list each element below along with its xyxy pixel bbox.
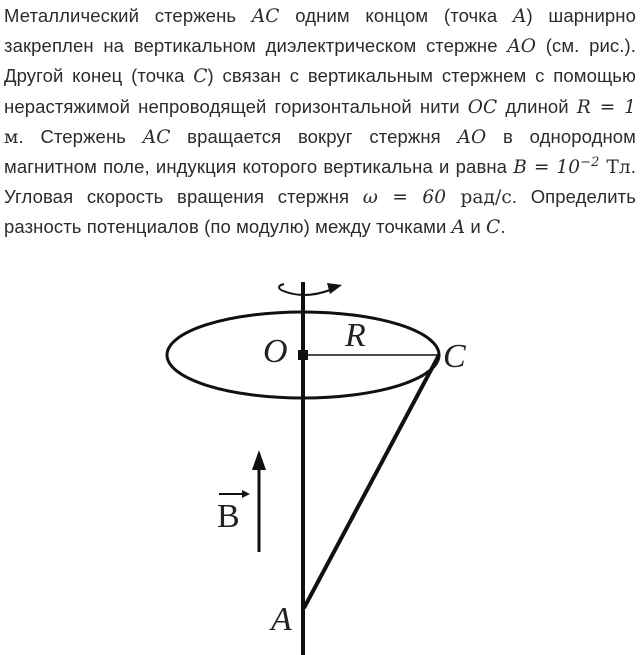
rotation-arrow-tail [279, 284, 284, 290]
text-segment: в однородном магнитном поле, индукция которого вертикальна и равна [4, 125, 636, 178]
label-o: O [263, 333, 288, 370]
rotation-arrow [281, 290, 330, 295]
text-segment: и [465, 216, 487, 238]
physics-figure [0, 270, 642, 655]
text-segment: Металлический стержень [4, 5, 252, 26]
problem-statement [4, 1, 636, 243]
rotation-arrowhead [327, 283, 342, 294]
text-segment: . Угловая скорость вращения стержня [4, 156, 636, 208]
math-point-a: A [512, 6, 527, 27]
b-vector-bar-head [242, 490, 250, 498]
unit-tesla: Тл [599, 157, 631, 179]
unit-meter: м [4, 126, 19, 148]
math-rod-ao: AO [507, 36, 537, 58]
label-b: B [217, 498, 240, 535]
math-angular-velocity: ω = 60 [362, 187, 447, 209]
label-a: A [271, 601, 292, 638]
math-rod-ac: AC [142, 126, 171, 148]
label-c: C [443, 338, 466, 375]
math-induction-b: B = 10 [513, 157, 581, 179]
unit-rad-per-s: рад/с [446, 187, 512, 209]
text-segment: (см. рис.). Другой конец (точка [4, 35, 636, 87]
math-rod-ao: AO [457, 126, 487, 148]
math-point-c: C [193, 66, 208, 88]
text-segment: вращается вокруг стержня [170, 125, 458, 147]
label-r: R [345, 317, 366, 354]
math-point-c: C [486, 217, 501, 239]
text-segment: одним концом (точка [279, 5, 513, 26]
math-exponent: −2 [580, 154, 600, 170]
text-segment: ) связан с вертикальным стержнем с помощью нерастяжимой непроводящей горизонтальной нити [4, 65, 636, 117]
math-thread-oc: OC [467, 96, 498, 118]
text-segment: . [500, 216, 506, 238]
text-segment: ) шарнирно закреплен на вертикальном диэлектрическом стержне [4, 5, 636, 57]
b-field-arrowhead [252, 450, 266, 470]
text-segment: длиной [497, 95, 577, 117]
math-rod-ac: AC [251, 6, 280, 27]
math-point-a: A [451, 217, 466, 239]
math-length-r: R = 1 [576, 96, 637, 118]
text-segment: . Стержень [18, 125, 143, 147]
text-segment: . Определить разность потенциалов (по модулю) между точками [4, 186, 636, 238]
